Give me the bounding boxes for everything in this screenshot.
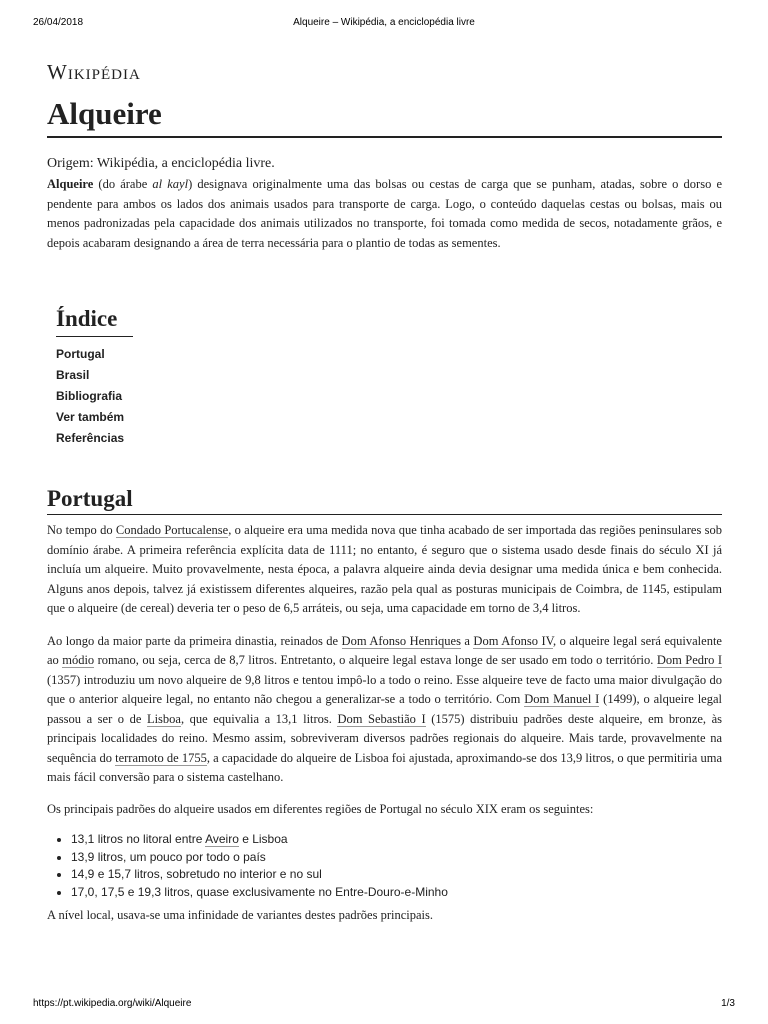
standards-list	[47, 831, 722, 901]
text: a	[460, 633, 474, 648]
portugal-paragraph-2	[47, 632, 722, 788]
link-lisboa[interactable]: Lisboa	[146, 711, 181, 726]
link-terramoto-de-1755[interactable]: terramoto de 1755	[115, 750, 207, 765]
toc-title: Índice	[56, 305, 133, 337]
text: e Lisboa	[238, 832, 288, 846]
link-dom-pedro-i[interactable]: Dom Pedro I	[656, 653, 722, 667]
intro-arabic-term: al kayl	[152, 177, 189, 191]
link-dom-afonso-iv[interactable]: Dom Afonso IV	[473, 633, 554, 648]
link-modio[interactable]: módio	[62, 653, 95, 667]
print-page-title: Alqueire – Wikipédia, a enciclopédia livre	[293, 17, 475, 28]
text: (1357) introduziu um novo alqueire de 9,8 litros e tentou impô-lo a todo o reino. Esse alqueire teve de facto uma maior divulgação do que o anterior alqueire legal, no entanto não chegou a generalizar-se a todo o território. Com	[47, 672, 722, 706]
toc-item-referencias[interactable]: Referências	[56, 431, 125, 445]
list-item: • 17,0, 17,5 e 19,3 litros, quase exclusivamente no Entre-Douro-e-Minho	[71, 884, 722, 902]
table-of-contents	[56, 305, 133, 449]
toc-item-portugal[interactable]: Portugal	[56, 347, 105, 361]
article	[47, 60, 722, 926]
intro-text-2: ) designava originalmente uma das bolsas ou cestas de carga que se punham, atadas, sobre o dorso e pendente para ambos os lados dos animais usados para transporte de carga. Logo, o conteúdo daquelas cestas ou bolsas, mais ou menos padronizadas pela capacidade dos animais utilizados no transporte, foi tomada como medida de secos, notadamente grãos, e depois acabaram designando a área de terra necessária para o plantio de todas as sementes.	[47, 177, 722, 250]
print-date: 26/04/2018	[33, 17, 84, 28]
text: 13,1 litros no litoral entre	[71, 832, 206, 846]
text: , o alqueire legal será equivalente ao	[47, 633, 722, 667]
print-page-number: 1/3	[721, 998, 735, 1009]
list-item: • 13,9 litros, um pouco por todo o país	[71, 849, 722, 867]
link-aveiro[interactable]: Aveiro	[205, 832, 239, 846]
print-header	[33, 17, 735, 31]
section-heading-portugal: Portugal	[47, 485, 722, 515]
text: Ao longo da maior parte da primeira dinastia, reinados de	[47, 633, 342, 648]
text: No tempo do	[47, 523, 116, 537]
text: , o alqueire era uma medida nova que tinha acabado de ser importada das regiões peninsulares sob domínio árabe. A primeira referência explícita data de 1111; no entanto, é seguro que o sistema usado desde finais do século XI já incluía um alqueire. Muito provavelmente, nesta época, a palavra alqueire ainda devia designar uma medida única e bem conhecida. Alguns anos depois, talvez já existissem diferentes alqueires, razão pela qual as posturas municipais de Coimbra, de 1145, estipulam que o alqueire (de cereal) deveria ter o peso de 6,5 arráteis, ou seja, uma capacidade em torno de 3,4 litros.	[47, 523, 722, 615]
origin-line: Origem: Wikipédia, a enciclopédia livre.	[47, 156, 275, 171]
text: (1575) distribuiu padrões deste alqueire, em bronze, às principais localidades do reino. Mesmo assim, sobreviveram diversos padrões regionais do alqueire. Mais tarde, provavelmente na sequência do	[47, 711, 723, 765]
print-url: https://pt.wikipedia.org/wiki/Alqueire	[33, 998, 192, 1009]
text: romano, ou seja, cerca de 8,7 litros. Entretanto, o alqueire legal estava longe de ser usado em todo o território.	[94, 653, 657, 667]
toc-item-ver-tambem[interactable]: Ver também	[56, 410, 125, 424]
page-title: Alqueire	[47, 97, 722, 138]
list-item	[71, 831, 722, 849]
portugal-paragraph-4: A nível local, usava-se uma infinidade de variantes destes padrões principais.	[47, 908, 433, 922]
portugal-paragraph-3: Os principais padrões do alqueire usados em diferentes regiões de Portugal no século XIX eram os seguintes:	[47, 801, 594, 816]
intro-term: Alqueire	[47, 177, 94, 191]
toc-item-bibliografia[interactable]: Bibliografia	[56, 389, 123, 403]
wikipedia-wordmark[interactable]: Wikipédia	[47, 60, 141, 84]
intro-paragraph	[47, 175, 722, 253]
link-dom-manuel-i[interactable]: Dom Manuel I	[524, 692, 600, 706]
list-item: • 14,9 e 15,7 litros, sobretudo no interior e no sul	[71, 866, 722, 884]
link-dom-afonso-henriques[interactable]: Dom Afonso Henriques	[341, 633, 461, 648]
text: , a capacidade do alqueire de Lisboa foi ajustada, aproximando-se dos 13,9 litros, o que permitiria uma mais fácil conversão para o sistema castelhano.	[47, 750, 723, 784]
print-footer	[33, 998, 735, 1012]
link-dom-sebastiao-i[interactable]: Dom Sebastião I	[337, 711, 426, 726]
toc-list	[56, 344, 133, 449]
text: (1499), o alqueire legal passou a ser o de	[47, 692, 722, 726]
text: , que equivalia a 13,1 litros.	[180, 711, 338, 726]
intro-text-1: (do árabe	[93, 177, 153, 191]
toc-item-brasil[interactable]: Brasil	[56, 368, 90, 382]
portugal-paragraph-1	[47, 521, 722, 619]
link-condado-portucalense[interactable]: Condado Portucalense	[115, 523, 229, 537]
